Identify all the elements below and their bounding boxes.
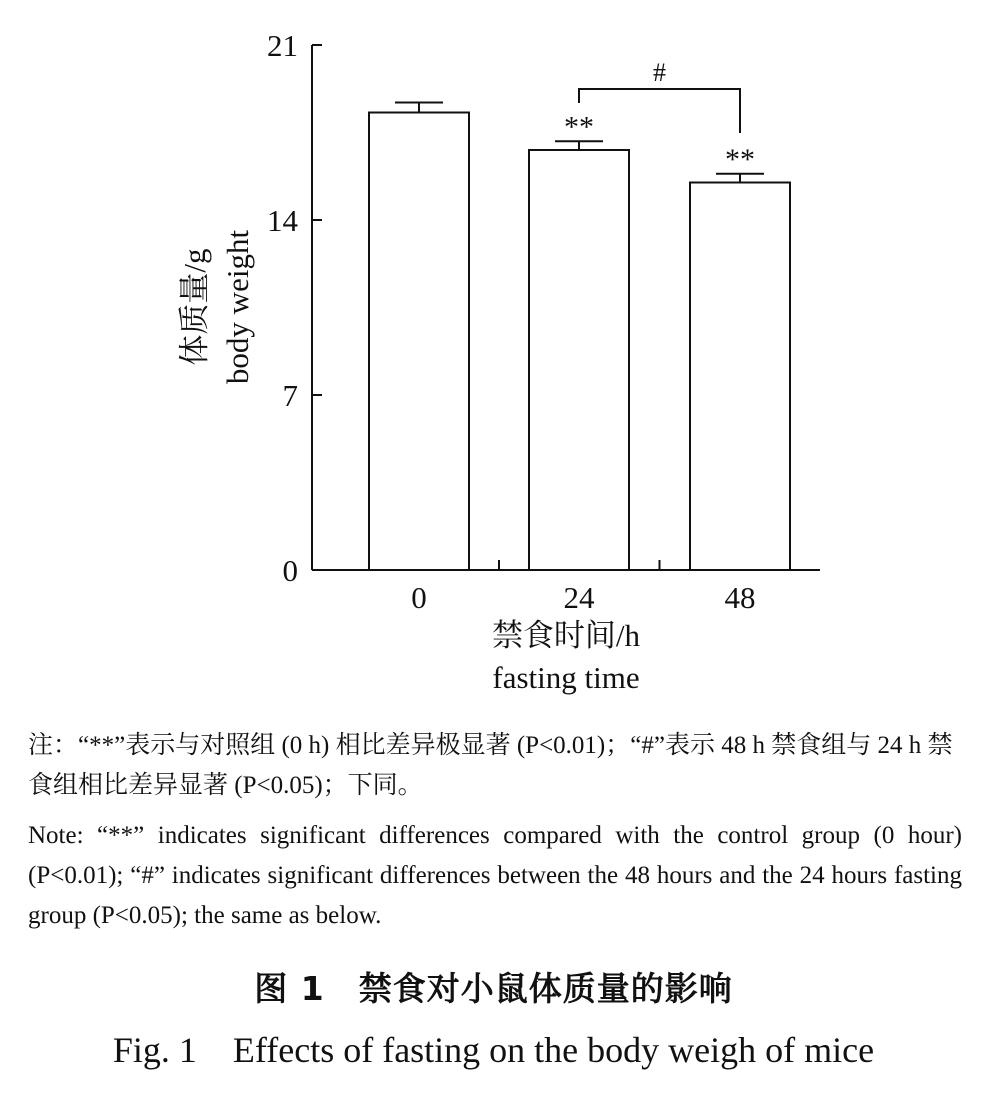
x-tick-label: 48 (724, 580, 756, 615)
figure-caption-chinese: 图 1 禁食对小鼠体质量的影响 (254, 969, 733, 1008)
significance-bracket (579, 89, 740, 133)
significance-marker: ** (564, 110, 594, 144)
note-english: Note: “**” indicates significant differences compared with the control group (0 hour) (P<0.01); “#” indicates significant differences between the 48 hours and the 24 hours fasting group (P<0.05); the same as below. (28, 822, 962, 929)
bracket-label: # (653, 58, 666, 87)
y-tick-label: 14 (267, 203, 298, 238)
x-axis-title-english: fasting time (492, 660, 640, 695)
figure-caption-english: Fig. 1 Effects of fasting on the body weigh of mice (112, 1030, 875, 1070)
x-axis-title-chinese: 禁食时间/h (491, 618, 641, 653)
y-axis-title-chinese: 体质量/g (177, 248, 212, 366)
y-tick-label: 0 (282, 553, 298, 588)
significance-marker: ** (725, 142, 755, 176)
bar (690, 183, 790, 571)
bar (369, 113, 469, 571)
y-tick-label: 21 (267, 28, 298, 63)
x-tick-label: 0 (411, 580, 427, 615)
y-tick-label: 7 (282, 378, 298, 413)
x-tick-label: 24 (563, 580, 595, 615)
bar (529, 150, 629, 570)
note-chinese: 注：“**”表示与对照组 (0 h) 相比差异极显著 (P<0.01)；“#”表示 48 h 禁食组与 24 h 禁食组相比差异显著 (P<0.05)；下同。 (28, 732, 953, 799)
y-axis-title-english: body weight (220, 229, 255, 385)
